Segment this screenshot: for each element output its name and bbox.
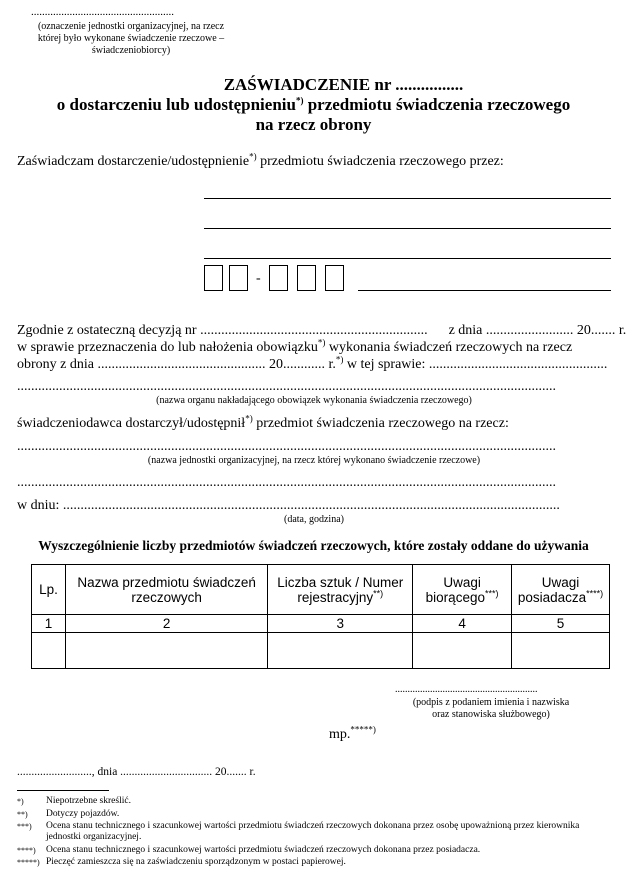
recipient-dots-2[interactable]: .......................................................................................................................................................... [17,475,556,490]
signature-caption: (podpis z podaniem imienia i nazwiska oraz stanowiska służbowego) [412,697,570,720]
document-title [0,75,627,135]
delivery-date-caption: (data, godzina) [284,514,344,525]
table-cell[interactable] [32,633,66,669]
table-cell[interactable] [268,633,413,669]
decision-line-1: Zgodnie z ostateczną decyzją nr ................................................................. z dnia ......................... 20....... r. [17,323,627,338]
table-cell[interactable] [413,633,512,669]
footnote-separator [17,790,109,791]
col-header-name: Nazwa przedmiotu świadczeń rzeczowych [65,565,267,615]
code-box-4[interactable] [297,265,316,291]
provider-name-line-2[interactable] [204,228,611,229]
col-header-count: Liczba sztuk / Numer rejestracyjny**) [268,565,413,615]
code-box-1[interactable] [204,265,223,291]
col-header-owner-notes: Uwagi posiadacza****) [512,565,610,615]
table-header-row [32,565,610,615]
code-box-5[interactable] [325,265,344,291]
provider-name-line-1[interactable] [204,198,611,199]
col-number: 3 [268,615,413,633]
col-number: 5 [512,615,610,633]
table-cell[interactable] [65,633,267,669]
decision-line-3: obrony z dnia ................................................ 20............ r.*) w tej sprawie: ................................................... [17,354,608,372]
delivery-date[interactable]: w dniu: .............................................................................................................................................. [17,498,560,513]
header-dots: .................................................... [31,6,174,18]
col-number: 4 [413,615,512,633]
header-caption: (oznaczenie jednostki organizacyjnej, na rzecz której było wykonane świadczenie rzeczowe – świadczeniobiorcy) [37,21,225,56]
provider-text: świadczeniodawca dostarczył/udostępnił*) przedmiot świadczenia rzeczowego na rzecz: [17,413,509,431]
code-suffix-line[interactable] [358,290,611,291]
table-heading: Wyszczególnienie liczby przedmiotów świadczeń rzeczowych, które zostały oddane do używania [38,538,589,553]
intro-text: Zaświadczam dostarczenie/udostępnienie*) przedmiotu świadczenia rzeczowego przez: [17,151,504,169]
col-header-lp: Lp. [32,565,66,615]
title-line-3: na rzecz obrony [255,115,372,134]
decision-line-2: w sprawie przeznaczenia do lub nałożenia obowiązku*) wykonania świadczeń rzeczowych na rzecz [17,337,573,355]
table-row [32,633,610,669]
signature-dots[interactable]: ......................................................... [395,684,538,695]
code-dash: - [256,271,261,286]
table-number-row [32,615,610,633]
authority-caption: (nazwa organu nakładającego obowiązek wykonania świadczenia rzeczowego) [156,395,472,406]
place-date[interactable]: .........................., dnia ................................ 20....... r. [17,766,256,778]
table-cell[interactable] [512,633,610,669]
authority-dots[interactable]: .......................................................................................................................................................... [17,379,556,394]
provider-name-line-3[interactable] [204,258,611,259]
col-number: 2 [65,615,267,633]
recipient-caption: (nazwa jednostki organizacyjnej, na rzecz której wykonano świadczenie rzeczowe) [147,455,481,466]
title-line-1: ZAŚWIADCZENIE nr ................ [223,75,464,94]
items-table [31,564,610,669]
code-box-3[interactable] [269,265,288,291]
stamp-label: mp.*****) [329,724,376,742]
title-line-2: o dostarczeniu lub udostępnieniu*) przedmiotu świadczenia rzeczowego [56,95,571,114]
recipient-dots[interactable]: .......................................................................................................................................................... [17,439,556,454]
code-box-2[interactable] [229,265,248,291]
col-header-receiver-notes: Uwagi biorącego***) [413,565,512,615]
col-number: 1 [32,615,66,633]
